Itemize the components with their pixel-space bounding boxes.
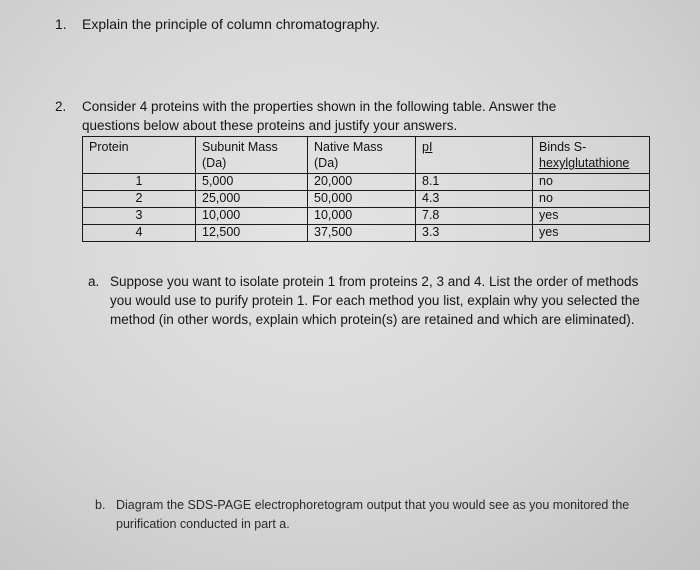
question-2-line-1: Consider 4 proteins with the properties shown in the following table. Answer the <box>82 99 557 114</box>
cell-protein: 1 <box>83 174 196 191</box>
header-native-mass: Native Mass (Da) <box>308 137 416 174</box>
part-a-text: Suppose you want to isolate protein 1 from proteins 2, 3 and 4. List the order of methods you would use to purify protein 1. For each method you list, explain why you selected the method (in other words, explain which protein(s) are retained and which are eliminated). <box>110 274 640 327</box>
cell-native-mass: 20,000 <box>308 174 416 191</box>
question-1 <box>55 16 380 32</box>
cell-pi: 4.3 <box>416 191 533 208</box>
cell-pi: 8.1 <box>416 174 533 191</box>
cell-protein: 2 <box>83 191 196 208</box>
question-2-number: 2. <box>55 99 67 114</box>
header-protein: Protein <box>83 137 196 174</box>
cell-binds: no <box>533 191 650 208</box>
cell-native-mass: 50,000 <box>308 191 416 208</box>
header-subunit-mass: Subunit Mass (Da) <box>196 137 308 174</box>
header-pi: pI <box>416 137 533 174</box>
part-b-label: b. <box>95 498 106 512</box>
cell-native-mass: 10,000 <box>308 208 416 225</box>
header-binds-s-hexylglutathione: Binds S- hexylglutathione <box>533 137 650 174</box>
protein-properties-table <box>82 136 650 242</box>
table-row <box>83 174 650 191</box>
table-row <box>83 208 650 225</box>
cell-protein: 4 <box>83 225 196 242</box>
cell-subunit-mass: 5,000 <box>196 174 308 191</box>
cell-binds: yes <box>533 208 650 225</box>
cell-protein: 3 <box>83 208 196 225</box>
table-row <box>83 191 650 208</box>
question-2-line-2: questions below about these proteins and justify your answers. <box>82 118 458 133</box>
cell-binds: no <box>533 174 650 191</box>
table-row <box>83 225 650 242</box>
cell-subunit-mass: 25,000 <box>196 191 308 208</box>
cell-subunit-mass: 12,500 <box>196 225 308 242</box>
part-a-label: a. <box>88 274 100 289</box>
cell-subunit-mass: 10,000 <box>196 208 308 225</box>
question-1-number: 1. <box>55 16 67 32</box>
cell-pi: 3.3 <box>416 225 533 242</box>
table-header-row <box>83 137 650 174</box>
cell-pi: 7.8 <box>416 208 533 225</box>
cell-native-mass: 37,500 <box>308 225 416 242</box>
cell-binds: yes <box>533 225 650 242</box>
question-1-text: Explain the principle of column chromatography. <box>82 16 380 32</box>
part-b-text: Diagram the SDS-PAGE electrophoretogram output that you would see as you monitored the purification conducted in part a. <box>116 498 630 531</box>
